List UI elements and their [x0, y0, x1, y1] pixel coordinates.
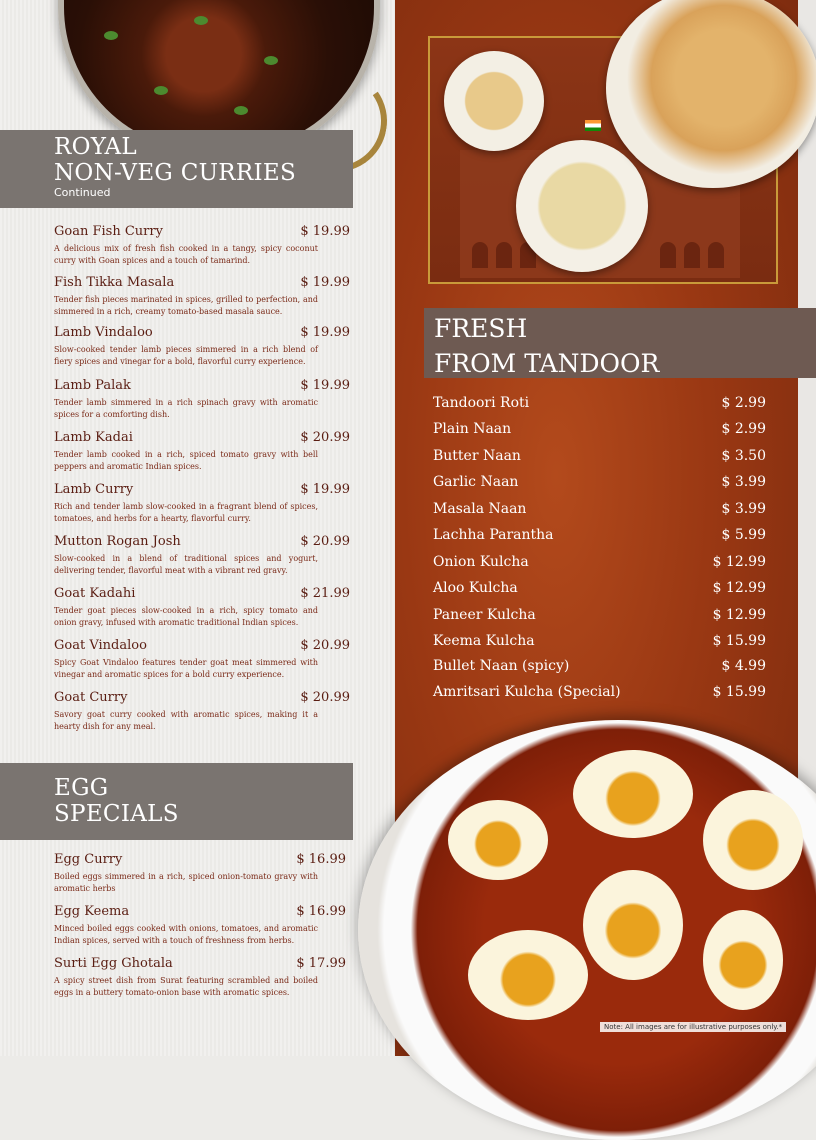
menu-item [54, 325, 350, 368]
bread-name: Aloo Kulcha [433, 580, 518, 596]
bread-item [433, 421, 766, 437]
egg-title-line2: SPECIALS [54, 801, 179, 827]
menu-item [54, 956, 346, 999]
bread-price: $ 15.99 [712, 684, 766, 700]
item-name: Egg Curry [54, 852, 123, 867]
bread-price: $ 15.99 [712, 633, 766, 649]
item-price: $ 19.99 [300, 482, 350, 497]
bread-item [433, 658, 766, 674]
item-description: Tender lamb cooked in a rich, spiced tomato gravy with bell peppers and aromatic Indian spices. [54, 450, 318, 471]
menu-item [54, 852, 346, 895]
bread-name: Onion Kulcha [433, 554, 529, 570]
illustrative-note: Note: All images are for illustrative purposes only.* [600, 1022, 786, 1032]
menu-item [54, 690, 350, 733]
bread-item [433, 527, 766, 543]
egg-section-header [0, 763, 353, 840]
bread-name: Bullet Naan (spicy) [433, 658, 570, 674]
item-name: Mutton Rogan Josh [54, 534, 181, 549]
menu-item [54, 534, 350, 577]
bread-price: $ 12.99 [712, 554, 766, 570]
bread-item [433, 448, 766, 464]
menu-item [54, 275, 350, 318]
item-price: $ 20.99 [300, 690, 350, 705]
item-price: $ 20.99 [300, 430, 350, 445]
bread-item [433, 580, 766, 596]
bread-price: $ 2.99 [721, 395, 766, 411]
item-description: Tender lamb simmered in a rich spinach gravy with aromatic spices for a comforting dish. [54, 398, 318, 419]
bread-price: $ 3.50 [721, 448, 766, 464]
bread-price: $ 3.99 [721, 501, 766, 517]
item-price: $ 19.99 [300, 325, 350, 340]
bread-item [433, 395, 766, 411]
item-price: $ 21.99 [300, 586, 350, 601]
bread-item [433, 474, 766, 490]
bread-price: $ 12.99 [712, 580, 766, 596]
bread-price: $ 5.99 [721, 527, 766, 543]
bread-price: $ 12.99 [712, 607, 766, 623]
bread-name: Masala Naan [433, 501, 527, 517]
nonveg-title-line1: ROYAL [54, 134, 137, 160]
item-name: Egg Keema [54, 904, 130, 919]
kulcha-plate-photo [444, 51, 544, 151]
bread-item [433, 633, 766, 649]
item-description: A spicy street dish from Surat featuring scrambled and boiled eggs in a buttery tomato-onion base with aromatic spices. [54, 976, 318, 997]
item-name: Lamb Palak [54, 378, 131, 393]
item-description: Tender goat pieces slow-cooked in a rich, spicy tomato and onion gravy, infused with aromatic traditional Indian spices. [54, 606, 318, 627]
item-name: Goan Fish Curry [54, 224, 163, 239]
bread-name: Butter Naan [433, 448, 521, 464]
bread-item [433, 607, 766, 623]
bread-name: Lachha Parantha [433, 527, 554, 543]
item-description: Tender fish pieces marinated in spices, grilled to perfection, and simmered in a rich, creamy tomato-based masala sauce. [54, 295, 318, 316]
menu-item [54, 638, 350, 681]
menu-item [54, 586, 350, 629]
item-name: Goat Vindaloo [54, 638, 147, 653]
item-name: Lamb Vindaloo [54, 325, 153, 340]
bread-item [433, 684, 766, 700]
item-name: Goat Kadahi [54, 586, 136, 601]
item-description: Rich and tender lamb slow-cooked in a fragrant blend of spices, tomatoes, and herbs for a hearty, flavorful curry. [54, 502, 318, 523]
item-description: Boiled eggs simmered in a rich, spiced onion-tomato gravy with aromatic herbs [54, 872, 318, 893]
item-price: $ 19.99 [300, 378, 350, 393]
item-name: Surti Egg Ghotala [54, 956, 173, 971]
item-name: Lamb Kadai [54, 430, 133, 445]
item-description: Spicy Goat Vindaloo features tender goat meat simmered with vinegar and aromatic spices for a bold curry experience. [54, 658, 318, 679]
bread-name: Plain Naan [433, 421, 512, 437]
item-description: A delicious mix of fresh fish cooked in a tangy, spicy coconut curry with Goan spices and a touch of tamarind. [54, 244, 318, 265]
item-description: Slow-cooked in a blend of traditional spices and yogurt, delivering tender, flavorful meat with a vibrant red gravy. [54, 554, 318, 575]
item-description: Savory goat curry cooked with aromatic spices, making it a hearty dish for any meal. [54, 710, 318, 731]
tandoor-title-line2: FROM TANDOOR [434, 349, 660, 378]
item-price: $ 20.99 [300, 534, 350, 549]
india-flag-icon [585, 120, 601, 131]
cheese-naan-plate-photo [516, 140, 648, 272]
egg-title-line1: EGG [54, 775, 109, 801]
item-price: $ 19.99 [300, 224, 350, 239]
bread-name: Keema Kulcha [433, 633, 535, 649]
tandoor-section-header [424, 308, 816, 378]
nonveg-title-line2: NON-VEG CURRIES [54, 160, 297, 186]
bread-name: Paneer Kulcha [433, 607, 536, 623]
item-name: Lamb Curry [54, 482, 134, 497]
item-price: $ 17.99 [296, 956, 346, 971]
bread-item [433, 554, 766, 570]
bread-name: Tandoori Roti [433, 395, 530, 411]
bread-price: $ 3.99 [721, 474, 766, 490]
item-description: Slow-cooked tender lamb pieces simmered in a rich blend of fiery spices and vinegar for a bold, flavorful curry experience. [54, 345, 318, 366]
nonveg-subtitle: Continued [54, 186, 111, 199]
item-description: Minced boiled eggs cooked with onions, tomatoes, and aromatic Indian spices, served with a touch of freshness from herbs. [54, 924, 318, 945]
item-price: $ 16.99 [296, 904, 346, 919]
menu-item [54, 482, 350, 525]
bread-price: $ 4.99 [721, 658, 766, 674]
bread-name: Amritsari Kulcha (Special) [433, 684, 621, 700]
menu-item [54, 378, 350, 421]
item-name: Fish Tikka Masala [54, 275, 175, 290]
bread-name: Garlic Naan [433, 474, 519, 490]
item-price: $ 19.99 [300, 275, 350, 290]
nonveg-section-header [0, 130, 353, 208]
item-name: Goat Curry [54, 690, 128, 705]
bread-item [433, 501, 766, 517]
menu-item [54, 430, 350, 473]
bread-price: $ 2.99 [721, 421, 766, 437]
menu-item [54, 904, 346, 947]
item-price: $ 20.99 [300, 638, 350, 653]
menu-item [54, 224, 350, 267]
item-price: $ 16.99 [296, 852, 346, 867]
tandoor-title-line1: FRESH [434, 314, 528, 343]
